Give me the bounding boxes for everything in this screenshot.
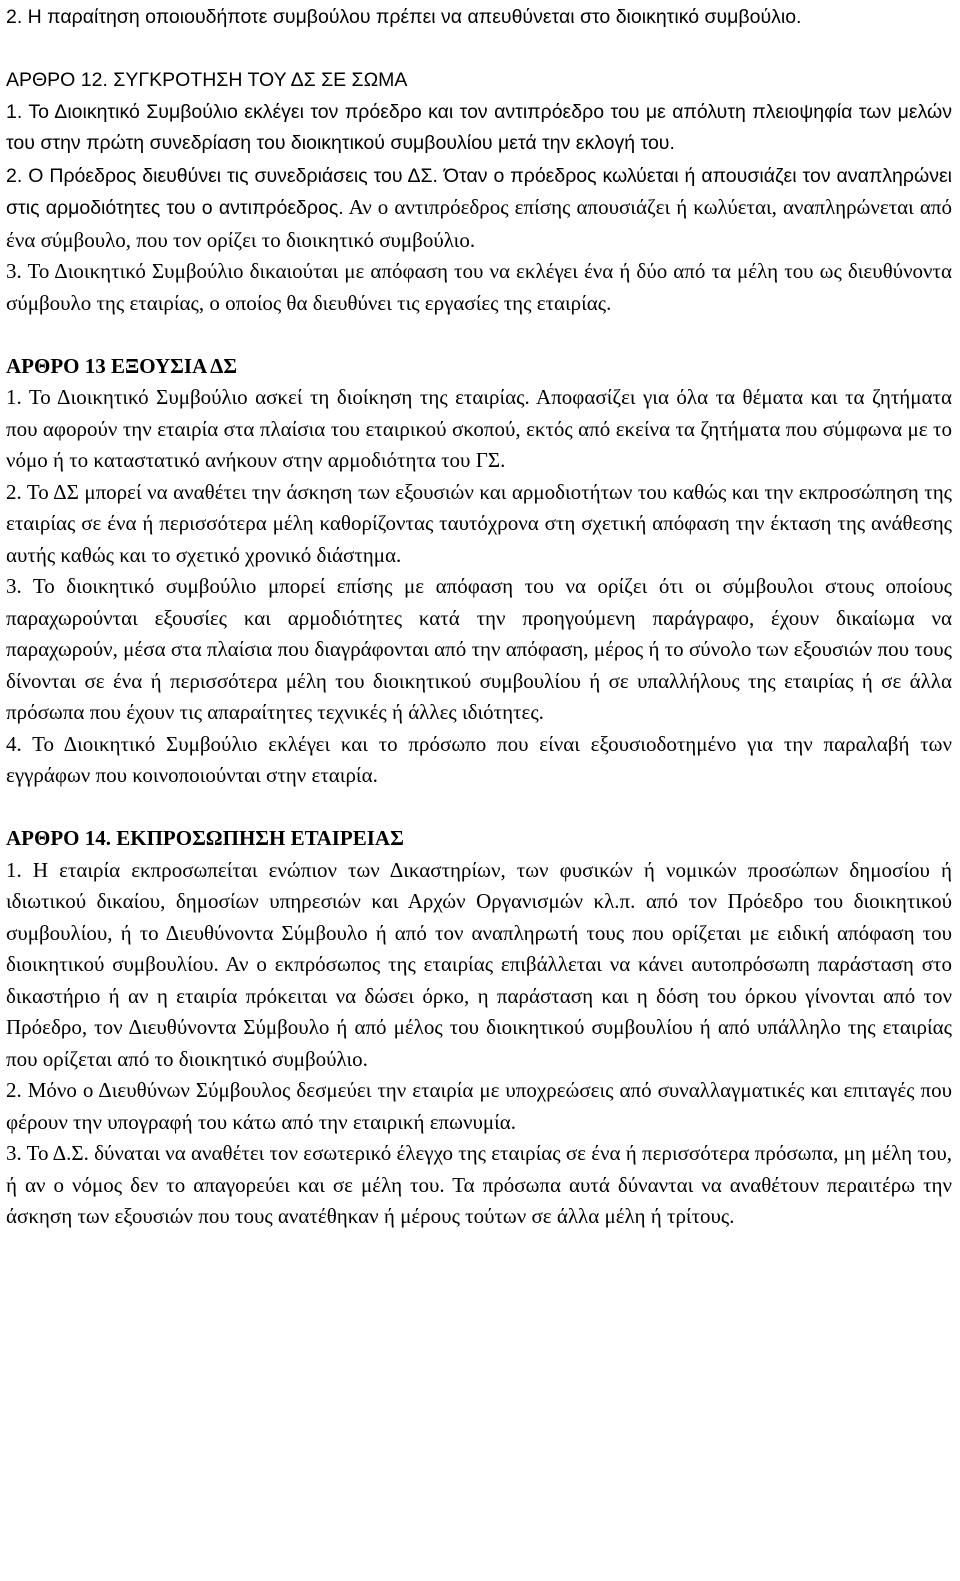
article-12-heading: ΑΡΘΡΟ 12. ΣΥΓΚΡΟΤΗΣΗ ΤΟΥ ΔΣ ΣΕ ΣΩΜΑ <box>6 69 408 91</box>
article-13-paragraph-1: 1. Το Διοικητικό Συμβούλιο ασκεί τη διοίκηση της εταιρίας. Αποφασίζει για όλα τα θέματα και τα ζητήματα που αφορούν την εταιρία στα πλαίσια του εταιρικού σκοπού, εκτός από εκείνα τα ζητήματα που σύμφωνα με το νόμο ή το καταστατικό ανήκουν στην αρμοδιότητα του ΓΣ. <box>6 385 952 472</box>
article-14-paragraph-1: 1. Η εταιρία εκπροσωπείται ενώπιον των Δικαστηρίων, των φυσικών ή νομικών προσώπων δημοσίου ή ιδιωτικού δικαίου, δημοσίων υπηρεσιών και Αρχών Οργανισμών κλ.π. από τον Πρόεδρο του διοικητικού συμβουλίου, ή το Διευθύνοντα Σύμβουλο ή από τον αναπληρωτή τους που ορίζεται με ειδική απόφαση του διοικητικού συμβουλίου. Αν ο εκπρόσωπος της εταιρίας επιβάλλεται να κάνει αυτοπρόσωπη παράσταση στο δικαστήριο ή αν η εταιρία πρόκειται να δώσει όρκο, η παράσταση και η δόση του όρκου γίνονται από τον Πρόεδρο, τον Διευθύνοντα Σύμβουλο ή από μέλος του διοικητικού συμβουλίου ή από υπάλληλο της εταιρίας που ορίζεται από το διοικητικό συμβούλιο. <box>6 857 952 1071</box>
section-spacer <box>6 319 952 351</box>
document-page <box>6 2 952 1233</box>
article-14-paragraph-2: 2. Μόνο ο Διευθύνων Σύμβουλος δεσμεύει την εταιρία με υποχρεώσεις από συναλλαγματικές και επιταγές που φέρουν την υπογραφή του κάτω από την εταιρική επωνυμία. <box>6 1078 952 1134</box>
article-14-paragraph-3: 3. Το Δ.Σ. δύναται να αναθέτει τον εσωτερικό έλεγχο της εταιρίας σε ένα ή περισσότερα πρόσωπα, μη μέλη του, ή αν ο νόμος δεν το απαγορεύει και σε μέλη του. Τα πρόσωπα αυτά δύνανται να αναθέτουν περαιτέρω την άσκηση των εξουσιών που τους ανατέθηκαν ή μέρους τούτων σε άλλα μέλη ή τρίτους. <box>6 1141 952 1228</box>
section-spacer <box>6 792 952 824</box>
article-14-heading: ΑΡΘΡΟ 14. ΕΚΠΡΟΣΩΠΗΣΗ ΕΤΑΙΡΕΙΑΣ <box>6 826 404 850</box>
article-12-paragraph-3: 3. Το Διοικητικό Συμβούλιο δικαιούται με απόφαση του να εκλέγει ένα ή δύο από τα μέλη του ως διευθύνοντα σύμβουλο της εταιρίας, ο οποίος θα διευθύνει τις εργασίες της εταιρίας. <box>6 259 952 315</box>
article-11-paragraph-2: 2. Η παραίτηση οποιουδήποτε συμβούλου πρέπει να απευθύνεται στο διοικητικό συμβούλιο. <box>6 6 802 28</box>
article-12-paragraph-1: 1. Το Διοικητικό Συμβούλιο εκλέγει τον πρόεδρο και τον αντιπρόεδρο του με απόλυτη πλειοψηφία των μελών του στην πρώτη συνεδρίαση του διοικητικού συμβουλίου μετά την εκλογή του. <box>6 100 952 154</box>
article-13-paragraph-4: 4. Το Διοικητικό Συμβούλιο εκλέγει και το πρόσωπο που είναι εξουσιοδοτημένο για την παραλαβή των εγγράφων που κοινοποιούνται στην εταιρία. <box>6 731 952 787</box>
article-12-paragraph-2-part-b: Αν ο αντιπρόεδρος επίσης απουσιάζει ή κωλύεται, αναπληρώνεται από ένα σύμβουλο, που τον ορίζει το διοικητικό συμβούλιο. <box>6 195 952 252</box>
article-13-paragraph-3: 3. Το διοικητικό συμβούλιο μπορεί επίσης με απόφαση του να ορίζει ότι οι σύμβουλοι στους οποίους παραχωρούνται εξουσίες και αρμοδιότητες κατά την προηγούμενη παράγραφο, έχουν δικαίωμα να παραχωρούν, μέσα στα πλαίσια που διαγράφονται από την απόφαση, μέρος ή το σύνολο των εξουσιών που τους δίνονται σε ένα ή περισσότερα μέλη του διοικητικού συμβουλίου ή σε υπαλλήλους της εταιρίας ή σε άλλα πρόσωπα που έχουν τις απαραίτητες τεχνικές ή άλλες ιδιότητες. <box>6 574 952 724</box>
article-12-paragraph-2-part-a: 2. Ο Πρόεδρος διευθύνει τις συνεδριάσεις του ΔΣ. Όταν ο πρόεδρος κωλύεται ή απουσιάζει τον αναπληρώνει στις αρμοδιότητες του ο αντιπρόεδρος. <box>6 164 952 219</box>
article-13-heading: ΑΡΘΡΟ 13 ΕΞΟΥΣΙΑ ΔΣ <box>6 353 238 378</box>
article-12-paragraph-2 <box>6 160 952 257</box>
section-spacer <box>6 34 952 66</box>
article-13-paragraph-2: 2. Το ΔΣ μπορεί να αναθέτει την άσκηση των εξουσιών και αρμοδιοτήτων του καθώς και την εκπροσώπηση της εταιρίας σε ένα ή περισσότερα μέλη καθορίζοντας ταυτόχρονα στη σχετική απόφαση την έκταση της ανάθεσης αυτής καθώς και το σχετικό χρονικό διάστημα. <box>6 479 952 567</box>
